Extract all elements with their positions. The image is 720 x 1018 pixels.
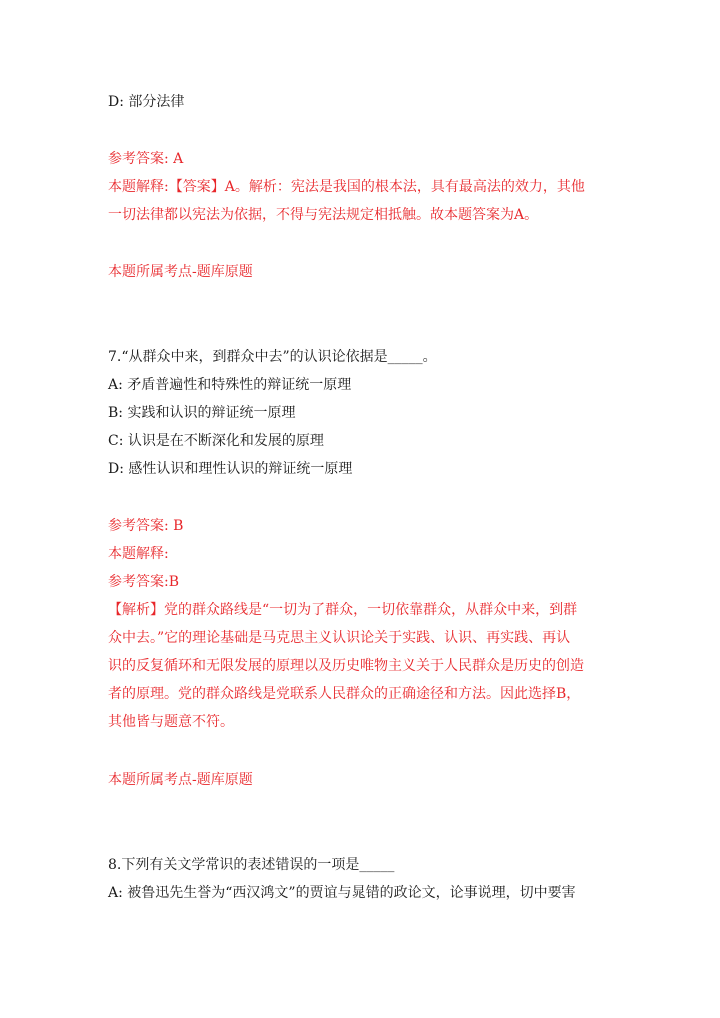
q7-option-a: A: 矛盾普遍性和特殊性的辩证统一原理 bbox=[108, 377, 352, 393]
q7-answer: 参考答案: B bbox=[108, 518, 184, 534]
q7-option-c: C: 认识是在不断深化和发展的原理 bbox=[108, 433, 324, 449]
q6-option-d: D: 部分法律 bbox=[108, 94, 185, 110]
q7-analysis-line-3: 识的反复循环和无限发展的原理以及历史唯物主义关于人民群众是历史的创造 bbox=[108, 658, 584, 674]
q7-analysis-line-2: 众中去。”它的理论基础是马克思主义认识论关于实践、认识、再实践、再认 bbox=[108, 630, 571, 646]
q7-option-b: B: 实践和认识的辩证统一原理 bbox=[108, 405, 296, 421]
q8-option-a: A: 被鲁迅先生誉为“西汉鸿文”的贾谊与晁错的政论文，论事说理，切中要害 bbox=[108, 885, 576, 901]
q7-answer-repeat: 参考答案:B bbox=[108, 574, 180, 590]
q6-explanation-line-1: 本题解释:【答案】A。解析：宪法是我国的根本法，具有最高法的效力，其他 bbox=[108, 179, 585, 195]
q7-source-tag: 本题所属考点-题库原题 bbox=[108, 772, 253, 788]
q7-analysis-line-1: 【解析】党的群众路线是“一切为了群众，一切依靠群众，从群众中来，到群 bbox=[108, 602, 578, 618]
q7-analysis-line-4: 者的原理。党的群众路线是党联系人民群众的正确途径和方法。因此选择B， bbox=[108, 686, 581, 702]
q6-explanation-line-2: 一切法律都以宪法为依据，不得与宪法规定相抵触。故本题答案为A。 bbox=[108, 207, 539, 223]
q7-question: 7.“从群众中来，到群众中去”的认识论依据是_____。 bbox=[108, 349, 437, 365]
q6-answer: 参考答案: A bbox=[108, 151, 184, 167]
q6-source-tag: 本题所属考点-题库原题 bbox=[108, 264, 253, 280]
q7-analysis-line-5: 其他皆与题意不符。 bbox=[108, 714, 234, 730]
q7-option-d: D: 感性认识和理性认识的辩证统一原理 bbox=[108, 461, 353, 477]
q7-explanation-label: 本题解释: bbox=[108, 546, 169, 562]
q8-question: 8.下列有关文学常识的表述错误的一项是_____ bbox=[108, 857, 395, 873]
